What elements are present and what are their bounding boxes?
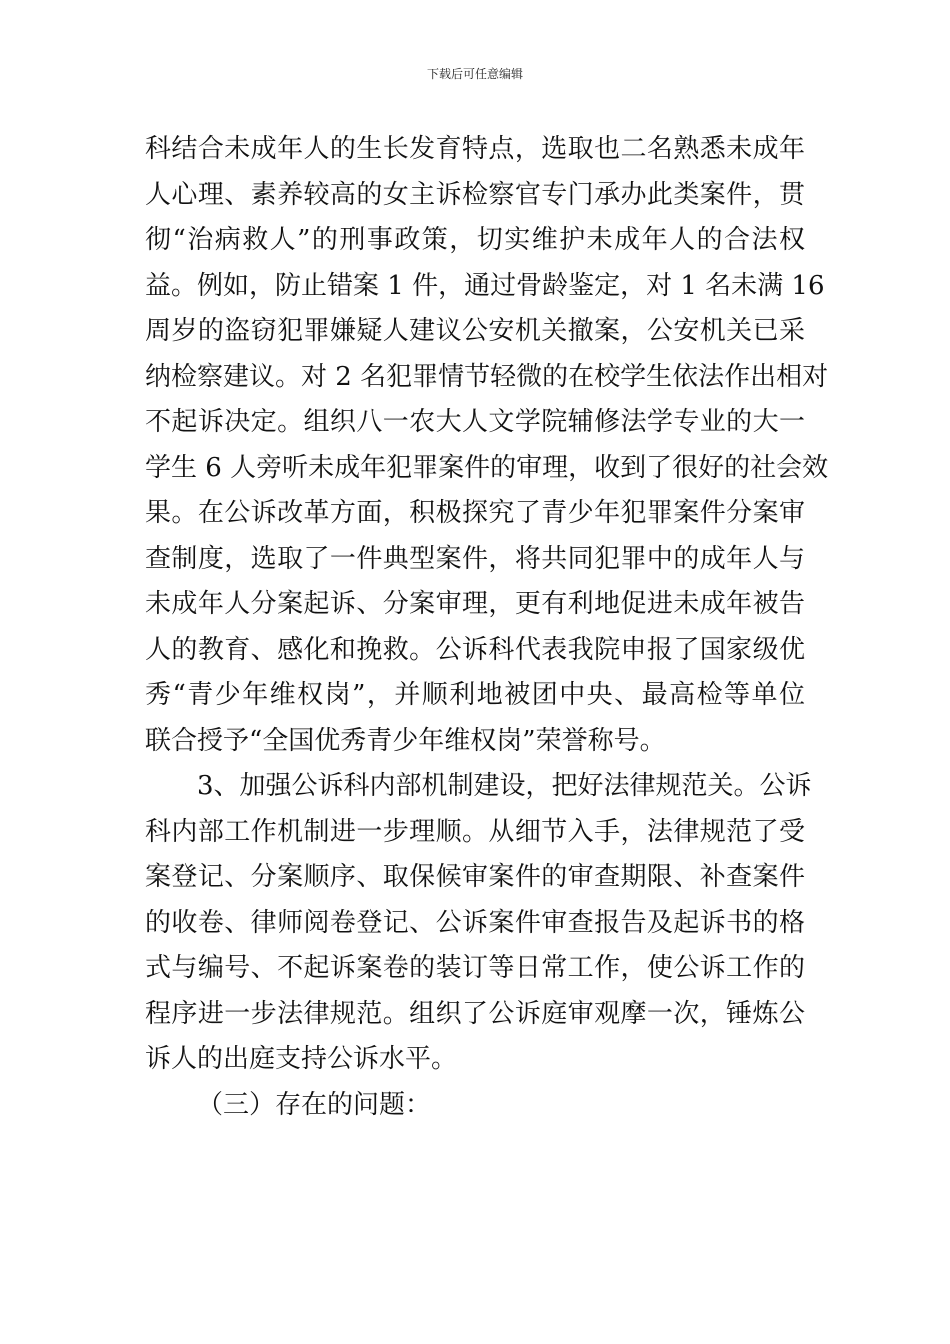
- text-line: 科内部工作机制进一步理顺。从细节入手，法律规范了受: [145, 816, 805, 847]
- text-line: 学生 6 人旁听未成年犯罪案件的审理，收到了很好的社会效: [145, 452, 829, 483]
- text-line: 益。例如，防止错案 1 件，通过骨龄鉴定，对 1 名未满 16: [145, 270, 825, 301]
- text-line: 纳检察建议。对 2 名犯罪情节轻微的在校学生依法作出相对: [145, 361, 829, 392]
- page-header-note: 下载后可任意编辑: [426, 67, 523, 81]
- text-line: 不起诉决定。组织八一农大人文学院辅修法学专业的大一: [145, 407, 805, 437]
- text-line: 3、加强公诉科内部机制建设，把好法律规范关。公诉: [197, 771, 812, 801]
- section-heading: （三）存在的问题：: [197, 1089, 432, 1120]
- text-line: 的收卷、律师阅卷登记、公诉案件审查报告及起诉书的格: [145, 907, 805, 938]
- text-line: 式与编号、不起诉案卷的装订等日常工作，使公诉工作的: [145, 953, 805, 983]
- text-line: 周岁的盗窃犯罪嫌疑人建议公安机关撤案，公安机关已采: [145, 316, 805, 346]
- text-line: 诉人的出庭支持公诉水平。: [145, 1044, 458, 1074]
- text-line: 查制度，选取了一件典型案件，将共同犯罪中的成年人与: [145, 543, 805, 574]
- text-line: 人心理、素养较高的女主诉检察官专门承办此类案件，贯: [145, 179, 805, 210]
- text-line: 科结合未成年人的生长发育特点，选取也二名熟悉未成年: [145, 134, 805, 164]
- text-line: 彻“治病救人”的刑事政策，切实维护未成年人的合法权: [145, 225, 805, 255]
- document-body: [145, 127, 829, 1128]
- text-line: 秀“青少年维权岗”，并顺利地被团中央、最高检等单位: [145, 680, 805, 710]
- text-line: 果。在公诉改革方面，积极探究了青少年犯罪案件分案审: [145, 498, 805, 528]
- text-line: 程序进一步法律规范。组织了公诉庭审观摩一次，锤炼公: [145, 998, 805, 1029]
- text-line: 联合授予“全国优秀青少年维权岗”荣誉称号。: [145, 725, 666, 756]
- text-line: 人的教育、感化和挽救。公诉科代表我院申报了国家级优: [145, 634, 805, 665]
- text-line: 未成年人分案起诉、分案审理，更有利地促进未成年被告: [145, 589, 805, 619]
- text-line: 案登记、分案顺序、取保候审案件的审查期限、补查案件: [145, 862, 805, 892]
